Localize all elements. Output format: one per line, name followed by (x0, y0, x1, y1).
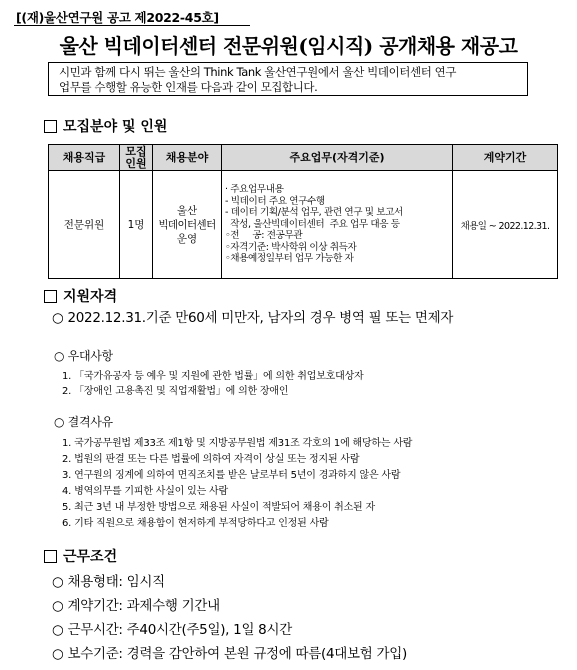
work-item: ○ 계약기간: 과제수행 기간내 (52, 598, 220, 614)
header-grade: 채용직급 (49, 145, 120, 171)
table-header-row (49, 145, 558, 171)
header-period: 계약기간 (453, 145, 558, 171)
intro-line-1: 시민과 함께 다시 뛰는 울산의 Think Tank 울산연구원에서 울산 빅데이터센터 연구 (59, 65, 457, 79)
field-line-3: 운영 (176, 232, 198, 245)
duty-line: - 데이터 기획/분석 업무, 관련 연구 및 보고서 (225, 207, 403, 219)
recruitment-table (48, 144, 558, 279)
notice-number: [(재)울산연구원 공고 제2022-45호] (16, 10, 219, 25)
checkbox-square-icon (44, 550, 57, 563)
header-field: 채용분야 (153, 145, 222, 171)
intro-box (48, 62, 528, 96)
field-line-2: 빅데이터센터 (158, 218, 216, 231)
duty-line: ◦채용예정일부터 업무 가능한 자 (225, 253, 354, 265)
duty-line: · 주요업무내용 (225, 183, 284, 195)
duty-line: 작성, 울산빅데이터센터 주요 업무 대응 등 (225, 218, 400, 230)
section-recruit-title: 모집분야 및 인원 (63, 119, 168, 135)
pref-title: ○ 우대사항 (54, 349, 113, 363)
intro-line-2: 업무를 수행할 유능한 인재를 다음과 같이 모집합니다. (59, 80, 318, 94)
work-item: ○ 보수기준: 경력을 감안하여 본원 규정에 따름(4대보험 가입) (52, 646, 407, 662)
cell-field (153, 171, 222, 279)
section-work-title: 근무조건 (63, 549, 118, 565)
list-item: 6. 기타 직원으로 채용함이 현저하게 부적당하다고 인정된 사람 (62, 518, 329, 529)
cell-grade: 전문위원 (49, 171, 120, 279)
field-line-1: 울산 (176, 204, 198, 217)
list-item: 2. 「장애인 고용촉진 및 직업재활법」에 의한 장애인 (62, 386, 289, 397)
checkbox-square-icon (44, 120, 57, 133)
qual-main: ○ 2022.12.31.기준 만60세 미만자, 남자의 경우 병역 필 또는 면제자 (52, 310, 454, 326)
duty-line: ◦전 공: 전공무관 (225, 230, 303, 242)
list-item: 5. 최근 3년 내 부정한 방법으로 채용된 사실이 적발되어 채용이 취소된 자 (62, 502, 375, 513)
duty-line: ◦자격기준: 박사학위 이상 취득자 (225, 241, 357, 253)
section-recruit-heading (44, 116, 167, 136)
list-item: 1. 「국가유공자 등 예우 및 지원에 관한 법률」에 의한 취업보호대상자 (62, 371, 364, 382)
page-title: 울산 빅데이터센터 전문위원(임시직) 공개채용 재공고 (59, 34, 518, 58)
table-row (49, 171, 558, 279)
notice-underline (14, 25, 250, 26)
cell-period: 채용일 ~ 2022.12.31. (453, 171, 558, 279)
section-qual-heading (44, 286, 117, 306)
list-item: 1. 국가공무원법 제33조 제1항 및 지방공무원법 제31조 각호의 1에 해당하는 사람 (62, 438, 413, 449)
work-item: ○ 근무시간: 주40시간(주5일), 1일 8시간 (52, 622, 292, 638)
duty-line: - 빅데이터 주요 연구수행 (225, 195, 325, 207)
work-item: ○ 채용형태: 임시직 (52, 574, 165, 590)
disq-title: ○ 결격사유 (54, 415, 113, 429)
section-work-heading (44, 546, 117, 566)
header-duties: 주요업무(자격기준) (222, 145, 453, 171)
section-qual-title: 지원자격 (63, 289, 118, 305)
list-item: 2. 법원의 판결 또는 다른 법률에 의하여 자격이 상실 또는 정지된 사람 (62, 454, 360, 465)
list-item: 4. 병역의무를 기피한 사실이 있는 사람 (62, 486, 228, 497)
list-item: 3. 연구원의 징계에 의하여 면직조치를 받은 날로부터 5년이 경과하지 않은 사람 (62, 470, 401, 481)
checkbox-square-icon (44, 290, 57, 303)
header-count: 모집인원 (120, 145, 153, 171)
cell-duties (222, 171, 453, 279)
cell-count: 1명 (120, 171, 153, 279)
